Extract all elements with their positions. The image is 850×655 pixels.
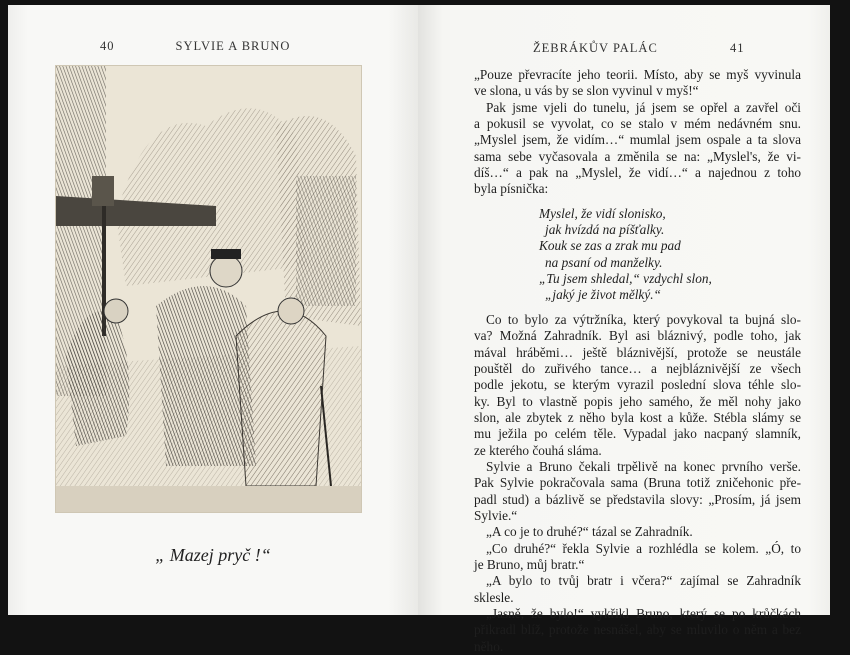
text-line: „A bylo to tvůj bratr i včera?“ zajímal se Zahradník (486, 573, 801, 589)
text-line: „A co je to druhé?“ tázal se Zahradník. (486, 524, 693, 540)
text-line: a pokusil se vyvolat, co se stalo v mém nedávném snu. (474, 116, 801, 132)
left-page (8, 5, 418, 615)
text-line: slon, ale zbytek z něho byla kost a kůže. Stébla slámy se (474, 409, 801, 425)
running-head-left: SYLVIE A BRUNO (175, 39, 291, 53)
running-head-right: ŽEBRÁKŮV PALÁC (533, 41, 658, 55)
page-number-left: 40 (100, 39, 115, 53)
text-line: ze kterého čouhá sláma. (474, 442, 602, 458)
poem-line: jak hvízdá na píšťalky. (545, 222, 665, 238)
illustration (55, 65, 362, 513)
poem-line: Myslel, že vidí slonisko, (539, 205, 666, 221)
poem-line: „Tu jsem shledal,“ vzdychl slon, (539, 271, 712, 287)
body-text (474, 67, 801, 655)
text-line: Co to bylo za výtržníka, který povykoval ta bujná slo- (486, 311, 801, 327)
text-line: přikradl blíž, protože nesnášel, aby se mluvilo o něm a bez (474, 622, 801, 638)
text-line: Pak jsme vjeli do tunelu, já jsem se opřel a zavřel oči (486, 99, 801, 115)
text-line: ve slona, u vás by se slon vyvinul v myš!“ (474, 83, 699, 99)
text-line: byla písnička: (474, 181, 549, 197)
illustration-caption: „ Mazej pryč !“ (155, 545, 271, 565)
text-line: mu ježila po celém těle. Vypadal jako nacpaný slamník, (474, 426, 801, 442)
text-line: něho. (474, 638, 504, 654)
text-line: „Jasně, že bylo!“ vykřikl Bruno, který se po krůčkách (486, 606, 801, 621)
text-line: va? Možná Zahradník. Byl asi bláznivý, podle toho, jak (474, 328, 801, 344)
text-line: díš…“ a pak na „Myslel, že vidí…“ a najednou z toho (474, 165, 801, 181)
text-line: pouštěl do zuřivého tance… a nejbláznivější ze všech (474, 360, 801, 376)
text-line: „Myslel jsem, že vidím…“ mumlal jsem ospale a ta slova (474, 132, 801, 148)
text-line: sama sebe vyčasovala a změnila se na: „Myslel's, že vi- (474, 148, 801, 164)
text-line: Pak Sylvie pokračovala sama (Bruna totiž zničehonic pře- (474, 475, 801, 491)
page-number-right: 41 (730, 41, 745, 55)
right-page (418, 5, 830, 654)
poem-line: Kouk se zas a zrak mu pad (539, 238, 681, 254)
text-line: padl stud) a bázlivě se představila slovy: „Prosím, já jsem (474, 491, 801, 507)
text-line: „Pouze převracíte jeho teorii. Místo, aby se myš vyvinula (474, 67, 801, 82)
poem-line: na psaní od manželky. (545, 254, 663, 270)
text-line: Sylvie a Bruno čekali trpělivě na konec prvního verše. (486, 458, 801, 474)
text-line: je Bruno, můj bratr.“ (474, 556, 585, 572)
engraving-image (56, 66, 361, 512)
text-line: sklesle. (474, 589, 514, 605)
text-line: podle jekotu, se kterým vyrazil poslední slova téhle slo- (474, 377, 801, 393)
poem-line: „jaký je život mělký.“ (545, 287, 661, 303)
text-line: mával hráběmi… ještě bláznivější, protože se neustále (474, 344, 801, 360)
text-line: Sylvie.“ (474, 507, 518, 523)
text-line: ky. Byl to vlastně popis jeho samého, že měl nohy jako (474, 393, 801, 409)
text-line: „Co druhé?“ řekla Sylvie a rozhlédla se kolem. „Ó, to (486, 540, 801, 556)
